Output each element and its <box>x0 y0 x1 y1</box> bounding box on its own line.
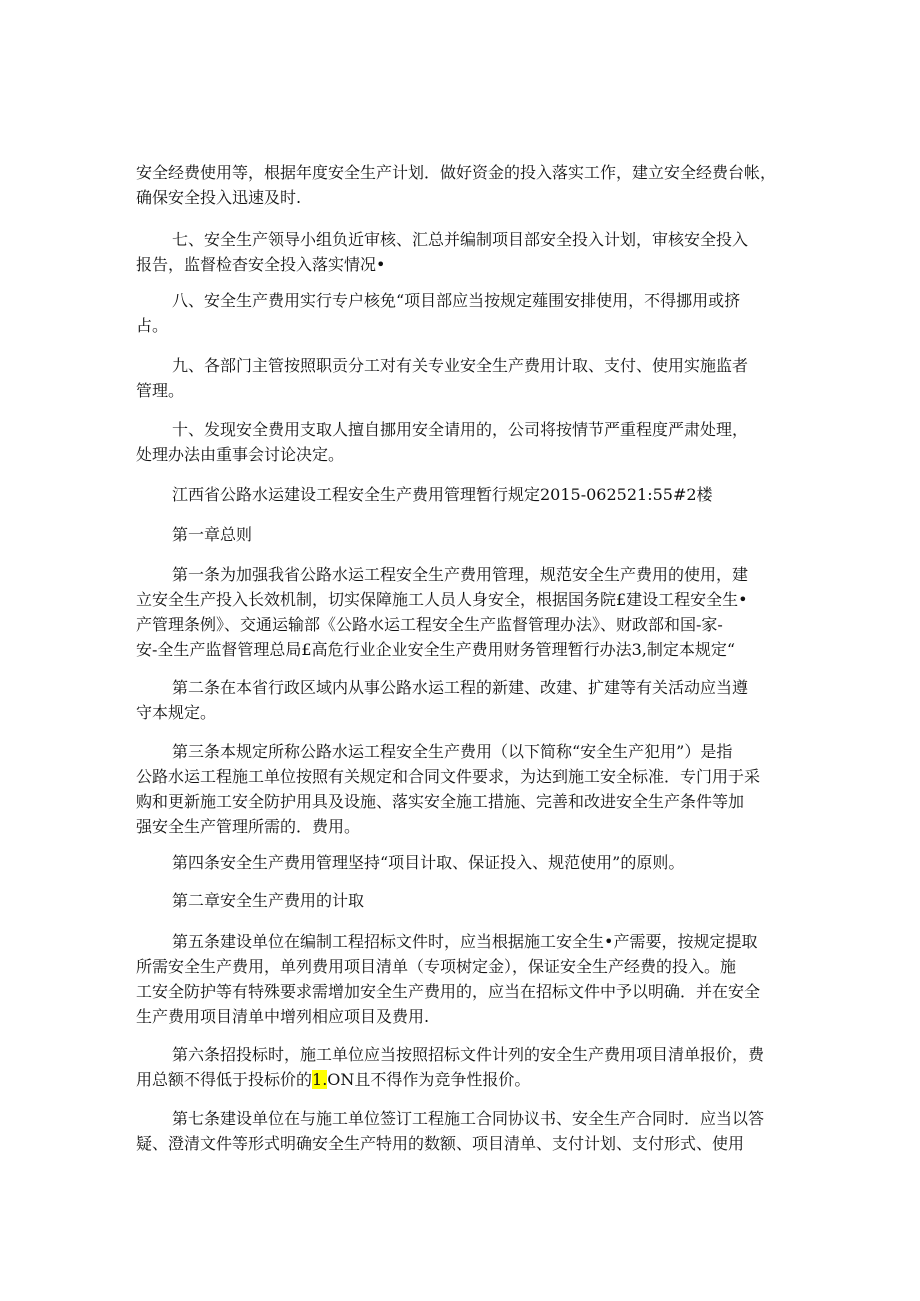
text-line: 安全经费使用等，根据年度安全生产计划．做好资金的投入落实工作，建立安全经费台帐， <box>136 163 777 182</box>
text-line: 江西省公路水运建设工程安全生产费用管理暂行规定2015-062521:55#2楼 <box>172 485 713 504</box>
text-line: 守本规定。 <box>136 703 217 722</box>
paragraph-1 <box>136 160 786 210</box>
text-line: 确保安全投入迅速及时. <box>136 188 302 207</box>
paragraph-article-9 <box>136 353 786 403</box>
text-segment: ON且不得作为竞争性报价。 <box>327 1070 531 1089</box>
paragraph-clause-6 <box>136 1042 786 1092</box>
highlighted-text: 1. <box>312 1070 328 1089</box>
text-line: 第一章总则 <box>172 525 253 544</box>
text-line: 工安全防护等有特殊要求需增加安全生产费用的，应当在招标文件中予以明确．并在安全 <box>136 982 761 1001</box>
text-line: 产管理条例》、交通运输部《公路水运工程安全生产监督管理办法》、财政部和国-家- <box>136 615 723 634</box>
paragraph-clause-2 <box>136 675 786 725</box>
paragraph-article-7 <box>136 227 786 277</box>
text-line: 占。 <box>136 316 169 335</box>
text-line: 八、安全生产费用实行专户核免“项目部应当按规定薤围安排使用，不得挪用或挤 <box>172 291 741 310</box>
text-line: 强安全生产管理所需的．费用。 <box>136 817 361 836</box>
chapter-2-heading <box>136 888 786 913</box>
text-line: 十、发现安全费用支取人擅自挪用安全请用的，公司将按情节严重程度严肃处理， <box>172 420 749 439</box>
paragraph-clause-1 <box>136 562 786 662</box>
text-line: 七、安全生产领导小组负近审核、汇总并编制项目部安全投入计划，审核安全投入 <box>172 230 749 249</box>
text-line: 立安全生产投入长效机制，切实保障施工人员人身安全，根据国务院£建设工程安全生• <box>136 590 748 609</box>
text-line: 生产费用项目清单中增列相应项目及费用. <box>136 1007 430 1026</box>
text-line: 疑、澄清文件等形式明确安全生产特用的数额、项目清单、支付计划、支付形式、使用 <box>136 1134 745 1153</box>
chapter-1-heading <box>136 522 786 547</box>
text-line: 报告，监督检杳安全投入落实情况• <box>136 255 386 274</box>
text-line: 安-全生产监督管理总局£高危行业企业安全生产费用财务管理暂行办法3,制定本规定“ <box>136 640 736 659</box>
text-line: 第七条建设单位在与施工单位签订工程施工合同协议书、安全生产合同时．应当以答 <box>172 1109 765 1128</box>
text-line: 第二章安全生产费用的计取 <box>172 891 365 910</box>
regulation-title <box>136 482 786 507</box>
text-line: 第一条为加强我省公路水运工程安全生产费用管理，规范安全生产费用的使用，建 <box>172 565 749 584</box>
text-line: 处理办法由重事会讨论决定。 <box>136 445 345 464</box>
paragraph-clause-3 <box>136 739 786 839</box>
text-line: 九、各部门主管按照职贡分工对有关专业安全生产费用计取、支付、使用实施监者 <box>172 356 749 375</box>
paragraph-clause-4 <box>136 850 786 875</box>
text-segment: 用总额不得低于投标价的 <box>136 1070 313 1089</box>
text-line <box>136 1067 786 1092</box>
paragraph-clause-7 <box>136 1106 786 1156</box>
text-line: 购和更新施工安全防护用具及设施、落实安全施工措施、完善和改进安全生产条件等加 <box>136 792 745 811</box>
paragraph-article-8 <box>136 288 786 338</box>
text-line: 管理。 <box>136 381 185 400</box>
paragraph-clause-5 <box>136 929 786 1029</box>
text-line: 公路水运工程施工单位按照有关规定和合同文件要求，为达到施工安全标准．专门用于采 <box>136 767 761 786</box>
text-line: 第二条在本省行政区域内从事公路水运工程的新建、改建、扩建等有关活动应当遵 <box>172 678 749 697</box>
text-line: 所需安全生产费用，单列费用项目清单（专项树定金），保证安全生产经费的投入。施 <box>136 957 737 976</box>
text-line: 第五条建设单位在编制工程招标文件时，应当根据施工安全生•产需要，按规定提取 <box>172 932 758 951</box>
text-line: 第四条安全生产费用管理坚持“项目计取、保证投入、规范使用”的原则。 <box>172 853 685 872</box>
text-line: 第六条招投标时，施工单位应当按照招标文件计列的安全生产费用项目清单报价，费 <box>172 1045 765 1064</box>
paragraph-article-10 <box>136 417 786 467</box>
text-line: 第三条本规定所称公路水运工程安全生产费用（以下简称“安全生产犯用”）是指 <box>172 742 733 761</box>
